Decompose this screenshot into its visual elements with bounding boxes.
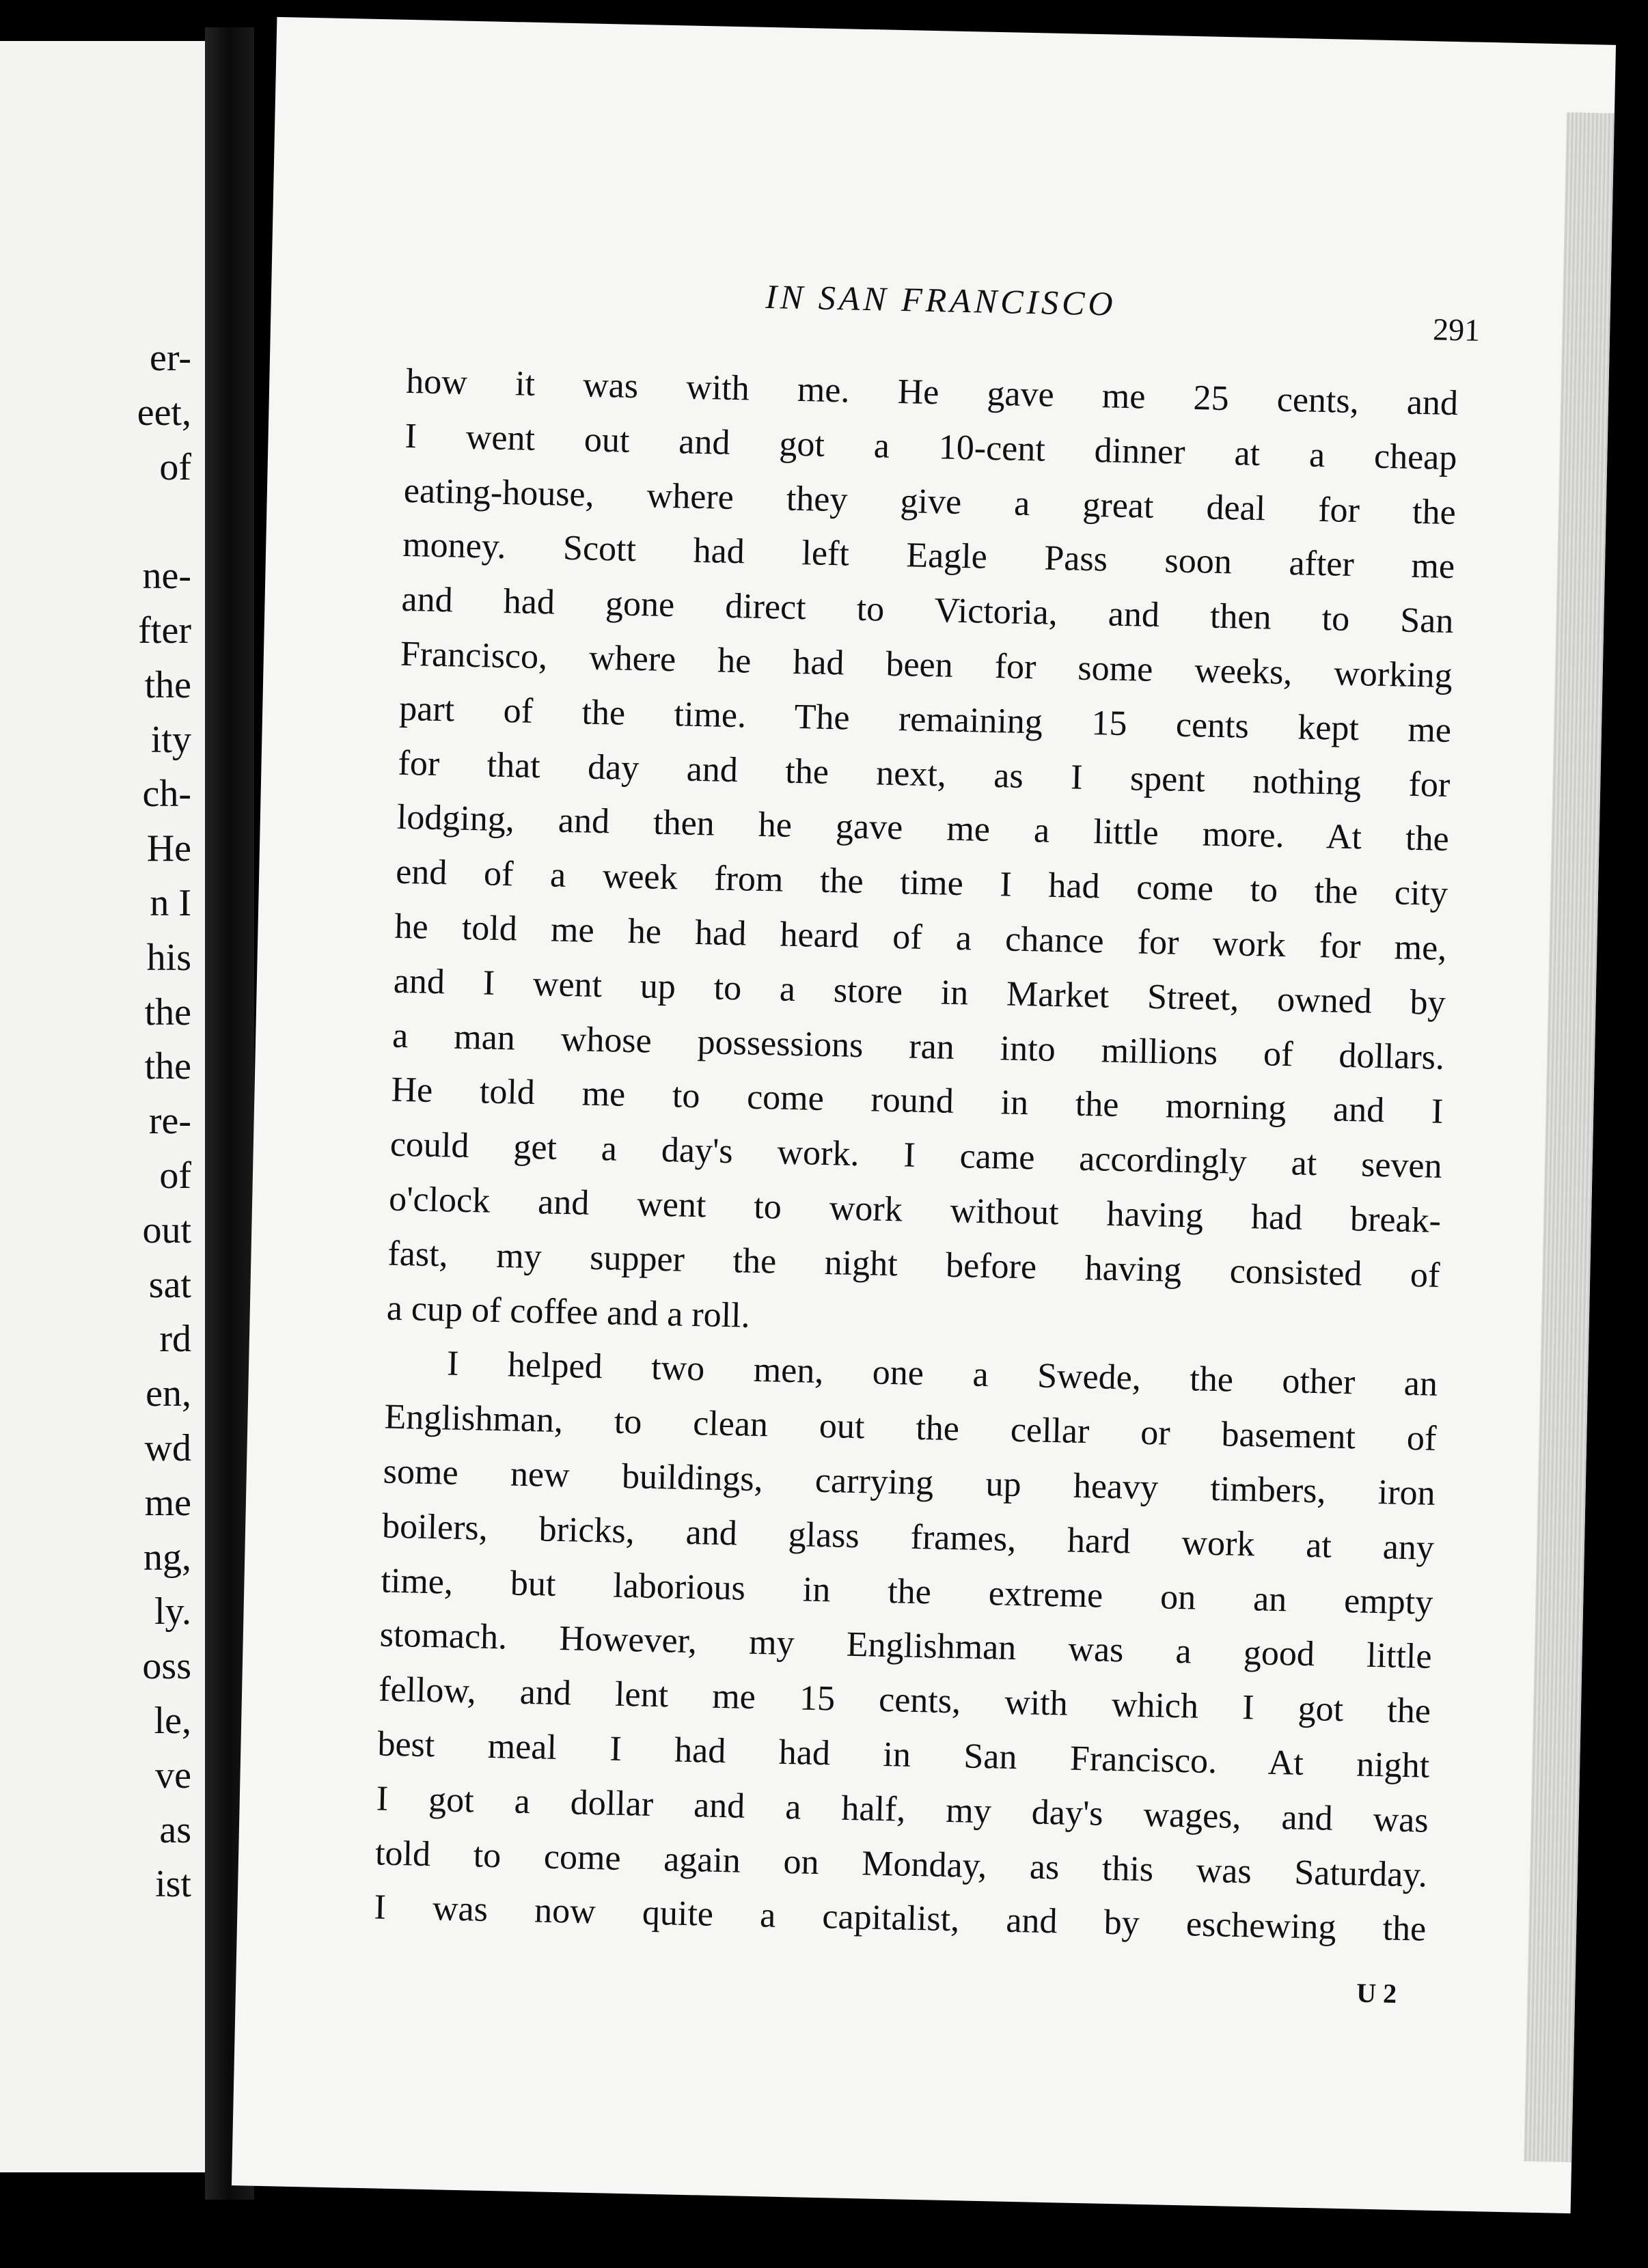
facing-page-text-fragments [0,331,205,1912]
facing-page-fragment: He [146,827,191,870]
facing-page-fragment: eet, [137,391,191,434]
text-line: lodging, and then he gave me a little more. At the [396,798,1450,859]
running-head [271,266,1610,356]
text-line: He told me to come round in the morning and I [391,1070,1444,1132]
text-line: boilers, bricks, and glass frames, hard work at any [381,1506,1435,1568]
facing-page-fragment: ne- [142,555,191,598]
text-line: part of the time. The remaining 15 cents kept me [398,689,1452,750]
text-line: best meal I had had in San Francisco. At night [376,1724,1430,1786]
facing-page-fragment: the [144,991,191,1034]
facing-page [0,41,205,2172]
text-line: money. Scott had left Eagle Pass soon after me [402,525,1455,587]
facing-page-fragment: his [146,936,191,979]
facing-page-fragment: of [159,445,191,488]
facing-page-fragment: en, [146,1372,191,1415]
text-line: stomach. However, my Englishman was a good little [379,1615,1433,1677]
text-line: told to come again on Monday, as this was Saturday. [374,1833,1428,1895]
facing-page-fragment: re- [148,1100,191,1143]
facing-page-fragment: ity [150,718,191,761]
text-line: a man whose possessions ran into millions of dollars. [392,1016,1445,1077]
text-line: a cup of coffee and a roll. [386,1288,751,1336]
facing-page-fragment: the [144,663,191,706]
text-line: I got a dollar and a half, my day's wages, and was [376,1779,1429,1840]
facing-page-fragment: oss [142,1645,191,1688]
facing-page-fragment: ch- [142,773,191,816]
facing-page-fragment: ist [155,1863,191,1906]
text-line: how it was with me. He gave me 25 cents, and [405,361,1459,424]
facing-page-fragment: er- [149,337,191,379]
book-page [232,17,1616,2213]
text-line: eating-house, where they give a great deal for the [403,471,1457,532]
facing-page-fragment: out [142,1208,191,1251]
text-line: Francisco, where he had been for some weeks, working [400,634,1453,696]
text-line: fellow, and lent me 15 cents, with which I got the [378,1670,1431,1731]
page-number: 291 [1432,312,1481,348]
facing-page-fragment: the [144,1045,191,1088]
page-edges [1524,112,1615,2162]
facing-page-fragment [0,495,205,549]
text-line: I went out and got a 10-cent dinner at a cheap [404,416,1457,478]
text-line: I helped two men, one a Swede, the other an [446,1344,1438,1405]
signature-mark: U 2 [1356,1977,1397,2009]
text-line: and I went up to a store in Market Street, owned by [393,961,1446,1023]
facing-page-fragment: ve [155,1754,191,1797]
running-title: IN SAN FRANCISCO [765,277,1117,323]
facing-page-fragment: ng, [143,1536,191,1579]
facing-page-fragment: n I [150,881,191,924]
facing-page-fragment: le, [154,1699,191,1742]
facing-page-fragment: fter [138,609,191,652]
text-line: and had gone direct to Victoria, and then to San [401,580,1454,641]
facing-page-fragment: rd [159,1318,191,1361]
text-line: o'clock and went to work without having had break- [388,1179,1442,1241]
facing-page-fragment: wd [144,1426,191,1469]
text-line: he told me he had heard of a chance for work for me, [394,907,1447,968]
text-line: could get a day's work. I came accordingly at seven [389,1124,1443,1187]
text-line: Englishman, to clean out the cellar or basement of [383,1397,1437,1458]
text-line: fast, my supper the night before having consisted of [387,1234,1440,1295]
text-line: for that day and the next, as I spent nothing for [398,743,1451,805]
facing-page-fragment: sat [148,1263,191,1306]
paragraph [374,1336,1438,1957]
facing-page-fragment: ly. [154,1590,191,1633]
paragraph [386,355,1459,1357]
facing-page-fragment: of [159,1154,191,1197]
text-line: end of a week from the time I had come to the city [395,852,1448,914]
text-line: some new buildings, carrying up heavy timbers, iron [383,1452,1436,1513]
facing-page-fragment: as [159,1808,191,1851]
facing-page-fragment: me [144,1481,191,1524]
text-line: time, but laborious in the extreme on an empty [380,1561,1433,1622]
body-text [374,355,1459,1957]
text-line: I was now quite a capitalist, and by eschewing the [373,1887,1427,1949]
